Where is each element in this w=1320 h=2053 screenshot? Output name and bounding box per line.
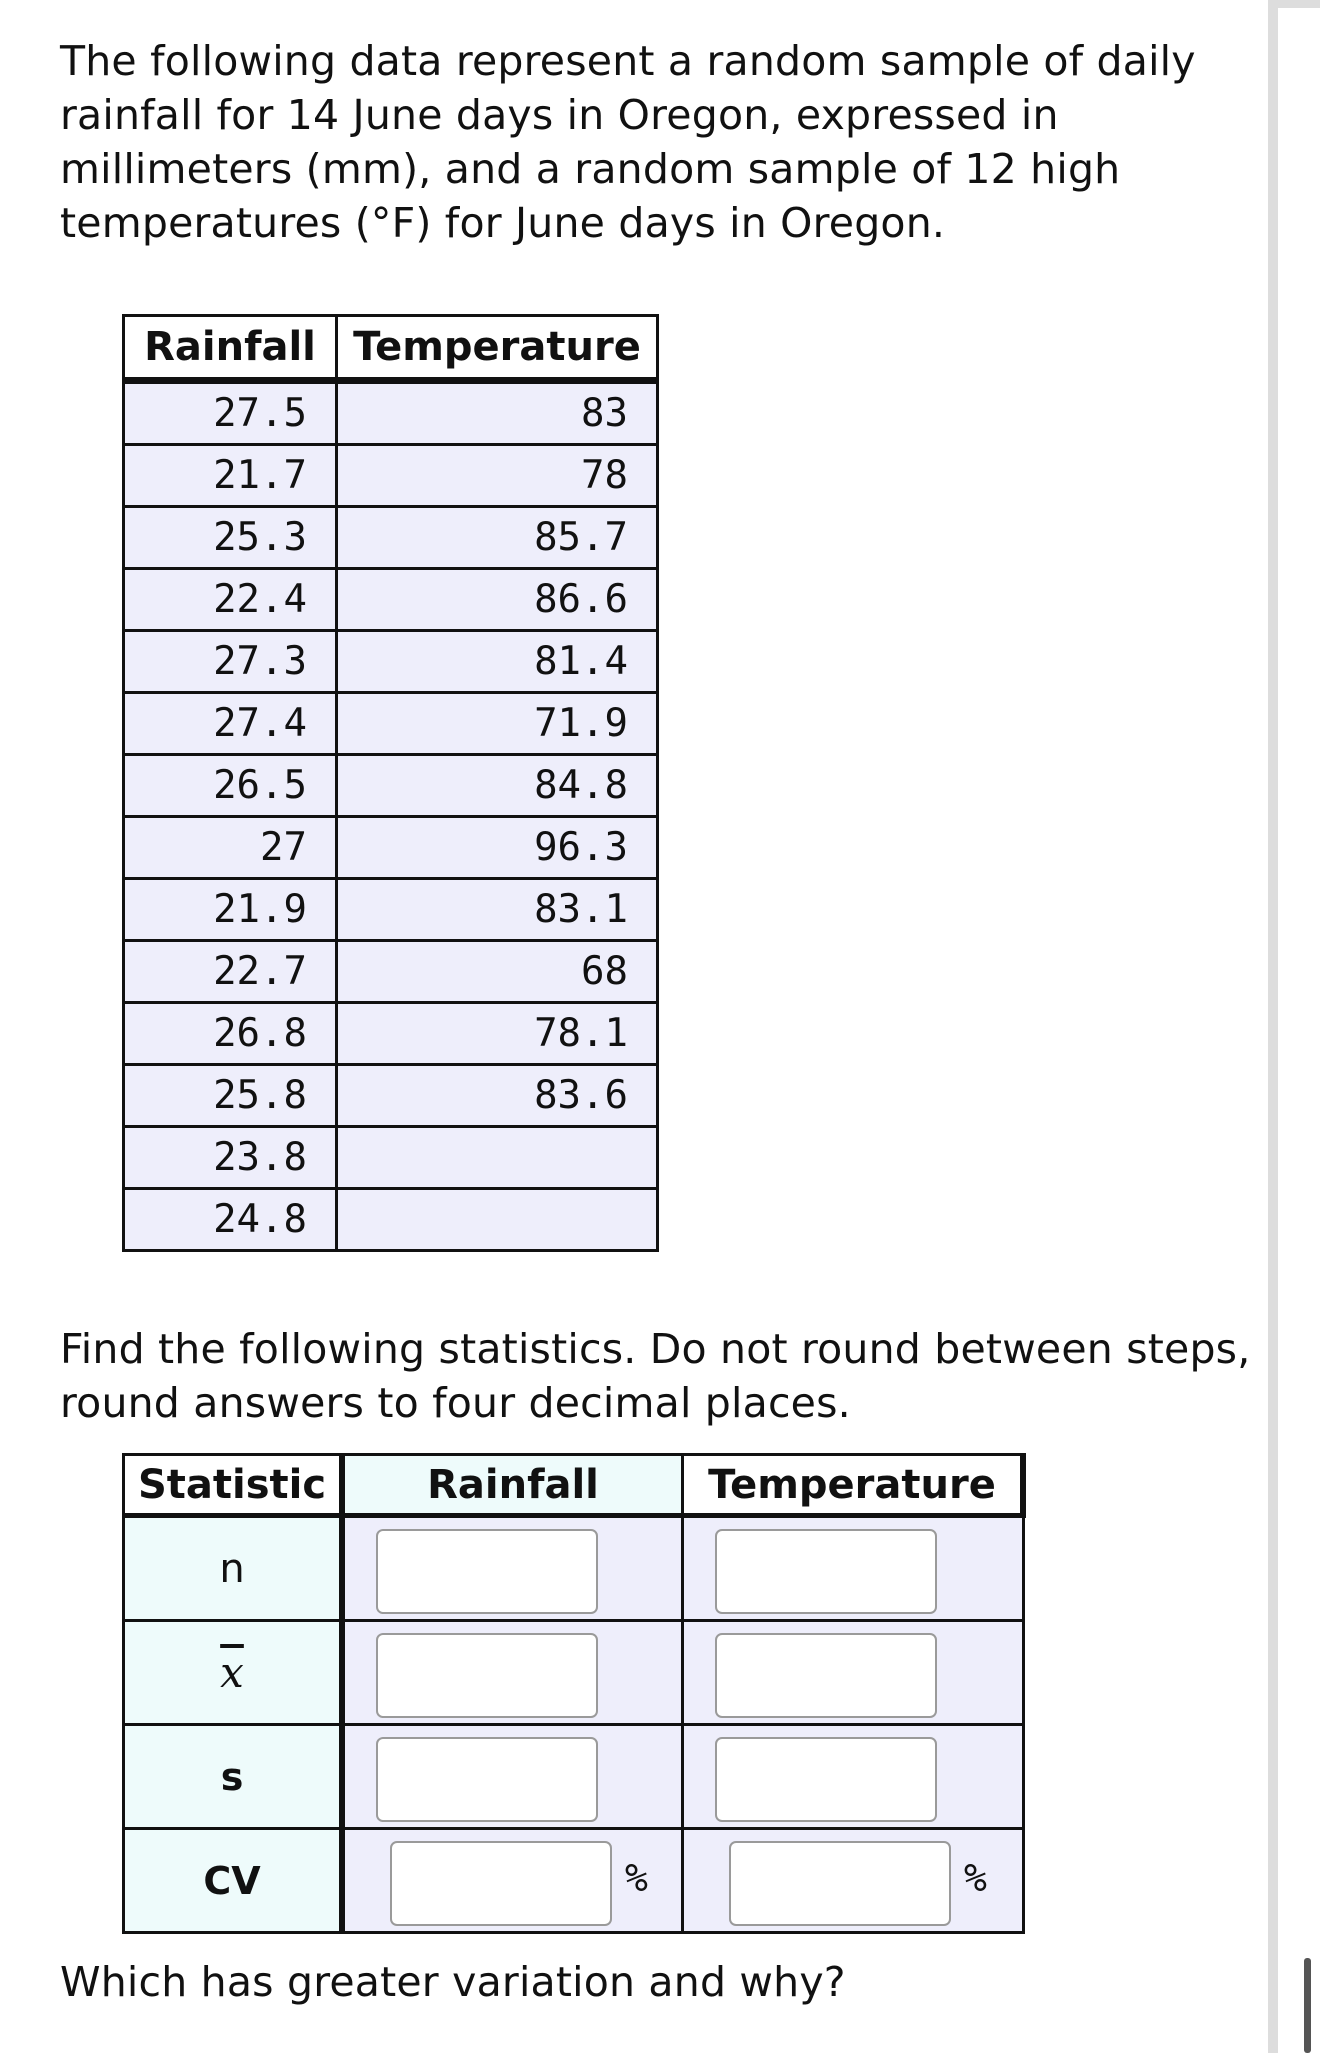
data-row [124, 631, 658, 693]
rainfall-cv-input[interactable] [390, 1841, 612, 1926]
rainfall-cell: 27.5 [124, 381, 337, 445]
data-row [124, 1189, 658, 1251]
rainfall-n-cell [342, 1516, 683, 1621]
rainfall-cell: 21.7 [124, 445, 337, 507]
rainfall-cell: 22.4 [124, 569, 337, 631]
stats-row-cv [124, 1829, 1024, 1933]
temperature-cell [337, 1189, 658, 1251]
temperature-cell: 68 [337, 941, 658, 1003]
rainfall-cv-cell [342, 1829, 683, 1933]
temperature-cell: 86.6 [337, 569, 658, 631]
rainfall-cell: 27.3 [124, 631, 337, 693]
statistics-table [122, 1453, 1026, 1934]
data-row [124, 817, 658, 879]
temperature-cell: 83 [337, 381, 658, 445]
data-row [124, 507, 658, 569]
data-header-rainfall: Rainfall [124, 316, 337, 381]
data-row [124, 879, 658, 941]
rainfall-mean-cell [342, 1621, 683, 1725]
temperature-cv-input[interactable] [729, 1841, 951, 1926]
rainfall-cell: 25.3 [124, 507, 337, 569]
rainfall-cell: 27.4 [124, 693, 337, 755]
stats-row-s [124, 1725, 1024, 1829]
stats-header-row [124, 1455, 1024, 1516]
data-row [124, 1003, 658, 1065]
rainfall-cell: 21.9 [124, 879, 337, 941]
stats-header-statistic: Statistic [124, 1455, 343, 1516]
scrollbar-thumb[interactable] [1304, 1958, 1311, 2053]
temperature-n-cell [683, 1516, 1024, 1621]
temperature-cell: 85.7 [337, 507, 658, 569]
stat-label-s [124, 1725, 343, 1829]
stat-label-n [124, 1516, 343, 1621]
temperature-cell: 78 [337, 445, 658, 507]
stats-header-temperature: Temperature [683, 1455, 1024, 1516]
temperature-cell: 96.3 [337, 817, 658, 879]
stat-label-mean [124, 1621, 343, 1725]
data-table [122, 314, 659, 1252]
temperature-cell: 78.1 [337, 1003, 658, 1065]
temperature-mean-cell [683, 1621, 1024, 1725]
rainfall-s-input[interactable] [376, 1737, 598, 1822]
data-row [124, 693, 658, 755]
temperature-cell: 83.1 [337, 879, 658, 941]
rainfall-cell: 26.8 [124, 1003, 337, 1065]
scrollbar-track[interactable] [1268, 0, 1278, 2053]
stats-row-mean [124, 1621, 1024, 1725]
temperature-cv-cell [683, 1829, 1024, 1933]
data-row [124, 381, 658, 445]
stat-label-cv-text: CV [203, 1858, 261, 1903]
stat-label-s-text: s [220, 1754, 244, 1799]
scrollbar-corner [1278, 0, 1320, 8]
rainfall-n-input[interactable] [376, 1529, 598, 1614]
x-bar-symbol: $\overline{x}$ [220, 1648, 244, 1697]
temperature-mean-input[interactable] [715, 1633, 937, 1718]
rainfall-cell: 23.8 [124, 1127, 337, 1189]
stat-label-n-text: n [219, 1545, 245, 1592]
temperature-cv-percent-sign: % [964, 1856, 987, 1900]
stats-header-rainfall: Rainfall [342, 1455, 683, 1516]
data-row [124, 941, 658, 1003]
data-row [124, 1065, 658, 1127]
rainfall-cell: 22.7 [124, 941, 337, 1003]
data-row [124, 445, 658, 507]
stat-label-cv [124, 1829, 343, 1933]
rainfall-cell: 27 [124, 817, 337, 879]
problem-intro: The following data represent a random sample of daily rainfall for 14 June days in Oregon, expressed in millimeters (mm), and a random sample of 12 high temperatures (°F) for June days in Oregon. [60, 37, 1196, 247]
temperature-cell: 81.4 [337, 631, 658, 693]
temperature-cell: 71.9 [337, 693, 658, 755]
data-table-header-row [124, 316, 658, 381]
temperature-cell: 83.6 [337, 1065, 658, 1127]
data-header-temperature: Temperature [337, 316, 658, 381]
rainfall-cell: 24.8 [124, 1189, 337, 1251]
rainfall-cv-percent-sign: % [625, 1856, 648, 1900]
rainfall-s-cell [342, 1725, 683, 1829]
data-row [124, 755, 658, 817]
temperature-cell: 84.8 [337, 755, 658, 817]
temperature-cell [337, 1127, 658, 1189]
temperature-s-input[interactable] [715, 1737, 937, 1822]
temperature-s-cell [683, 1725, 1024, 1829]
temperature-n-input[interactable] [715, 1529, 937, 1614]
rainfall-cell: 25.8 [124, 1065, 337, 1127]
question-text: Which has greater variation and why? [60, 1958, 846, 2006]
rainfall-cell: 26.5 [124, 755, 337, 817]
instructions-text: Find the following statistics. Do not round between steps, round answers to four decimal places. [60, 1325, 1251, 1427]
data-row [124, 1127, 658, 1189]
stats-row-n [124, 1516, 1024, 1621]
rainfall-mean-input[interactable] [376, 1633, 598, 1718]
data-row [124, 569, 658, 631]
